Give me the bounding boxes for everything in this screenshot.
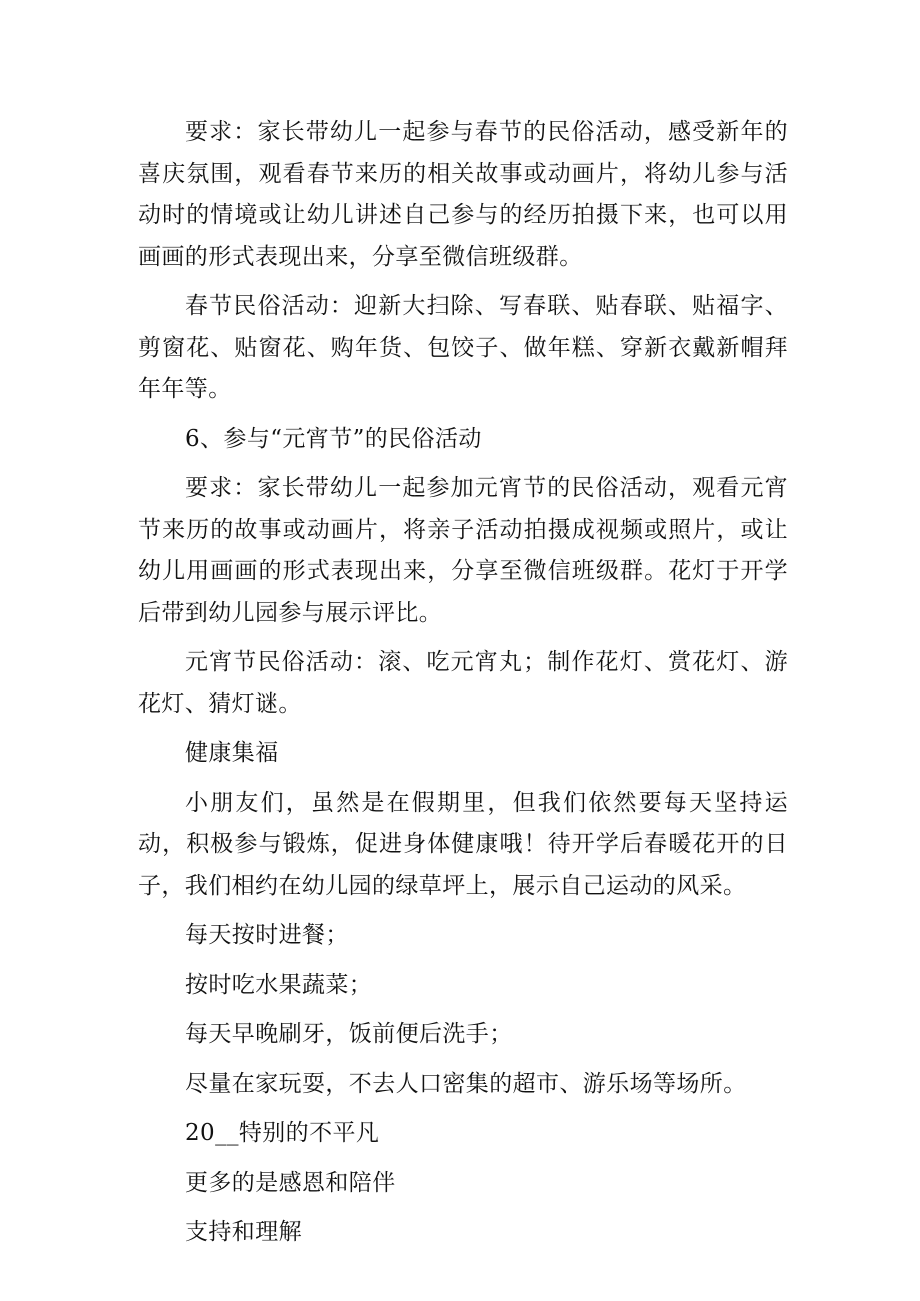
paragraph-spring-festival-requirement: 要求：家长带幼儿一起参与春节的民俗活动，感受新年的喜庆氛围，观看春节来历的相关故事或动画片，将幼儿参与活动时的情境或让幼儿讲述自己参与的经历拍摄下来，也可以用画画的形式表现出来，分享至微信班级群。 bbox=[138, 119, 788, 270]
line-support: 支持和理解 bbox=[185, 1219, 302, 1245]
section-heading-lantern-festival: 6、参与“元宵节”的民俗活动 bbox=[185, 425, 482, 452]
list-item-meals: 每天按时进餐； bbox=[185, 922, 349, 948]
document-body bbox=[138, 112, 788, 1254]
section-heading-health: 健康集福 bbox=[185, 740, 279, 766]
paragraph-lantern-festival-requirement: 要求：家长带幼儿一起参加元宵节的民俗活动，观看元宵节来历的故事或动画片，将亲子活动拍摄成视频或照片，或让幼儿用画画的形式表现出来，分享至微信班级群。花灯于开学后带到幼儿园参与展示评比。 bbox=[138, 475, 788, 626]
line-special-year: 20__特别的不平凡 bbox=[185, 1120, 380, 1146]
list-item-fruit-vegetables: 按时吃水果蔬菜； bbox=[185, 971, 373, 998]
list-item-brush-teeth: 每天早晚刷牙，饭前便后洗手； bbox=[185, 1021, 513, 1047]
paragraph-health-intro: 小朋友们，虽然是在假期里，但我们依然要每天坚持运动，积极参与锻炼，促进身体健康哦！待开学后春暖花开的日子，我们相约在幼儿园的绿草坪上，展示自己运动的风采。 bbox=[138, 789, 788, 899]
paragraph-lantern-festival-activities: 元宵节民俗活动：滚、吃元宵丸；制作花灯、赏花灯、游花灯、猜灯谜。 bbox=[138, 649, 788, 717]
paragraph-spring-festival-activities: 春节民俗活动：迎新大扫除、写春联、贴春联、贴福字、剪窗花、贴窗花、购年货、包饺子、做年糕、穿新衣戴新帽拜年年等。 bbox=[138, 293, 788, 402]
line-gratitude: 更多的是感恩和陪伴 bbox=[185, 1169, 396, 1196]
list-item-stay-home: 尽量在家玩耍，不去人口密集的超市、游乐场等场所。 bbox=[185, 1070, 747, 1097]
